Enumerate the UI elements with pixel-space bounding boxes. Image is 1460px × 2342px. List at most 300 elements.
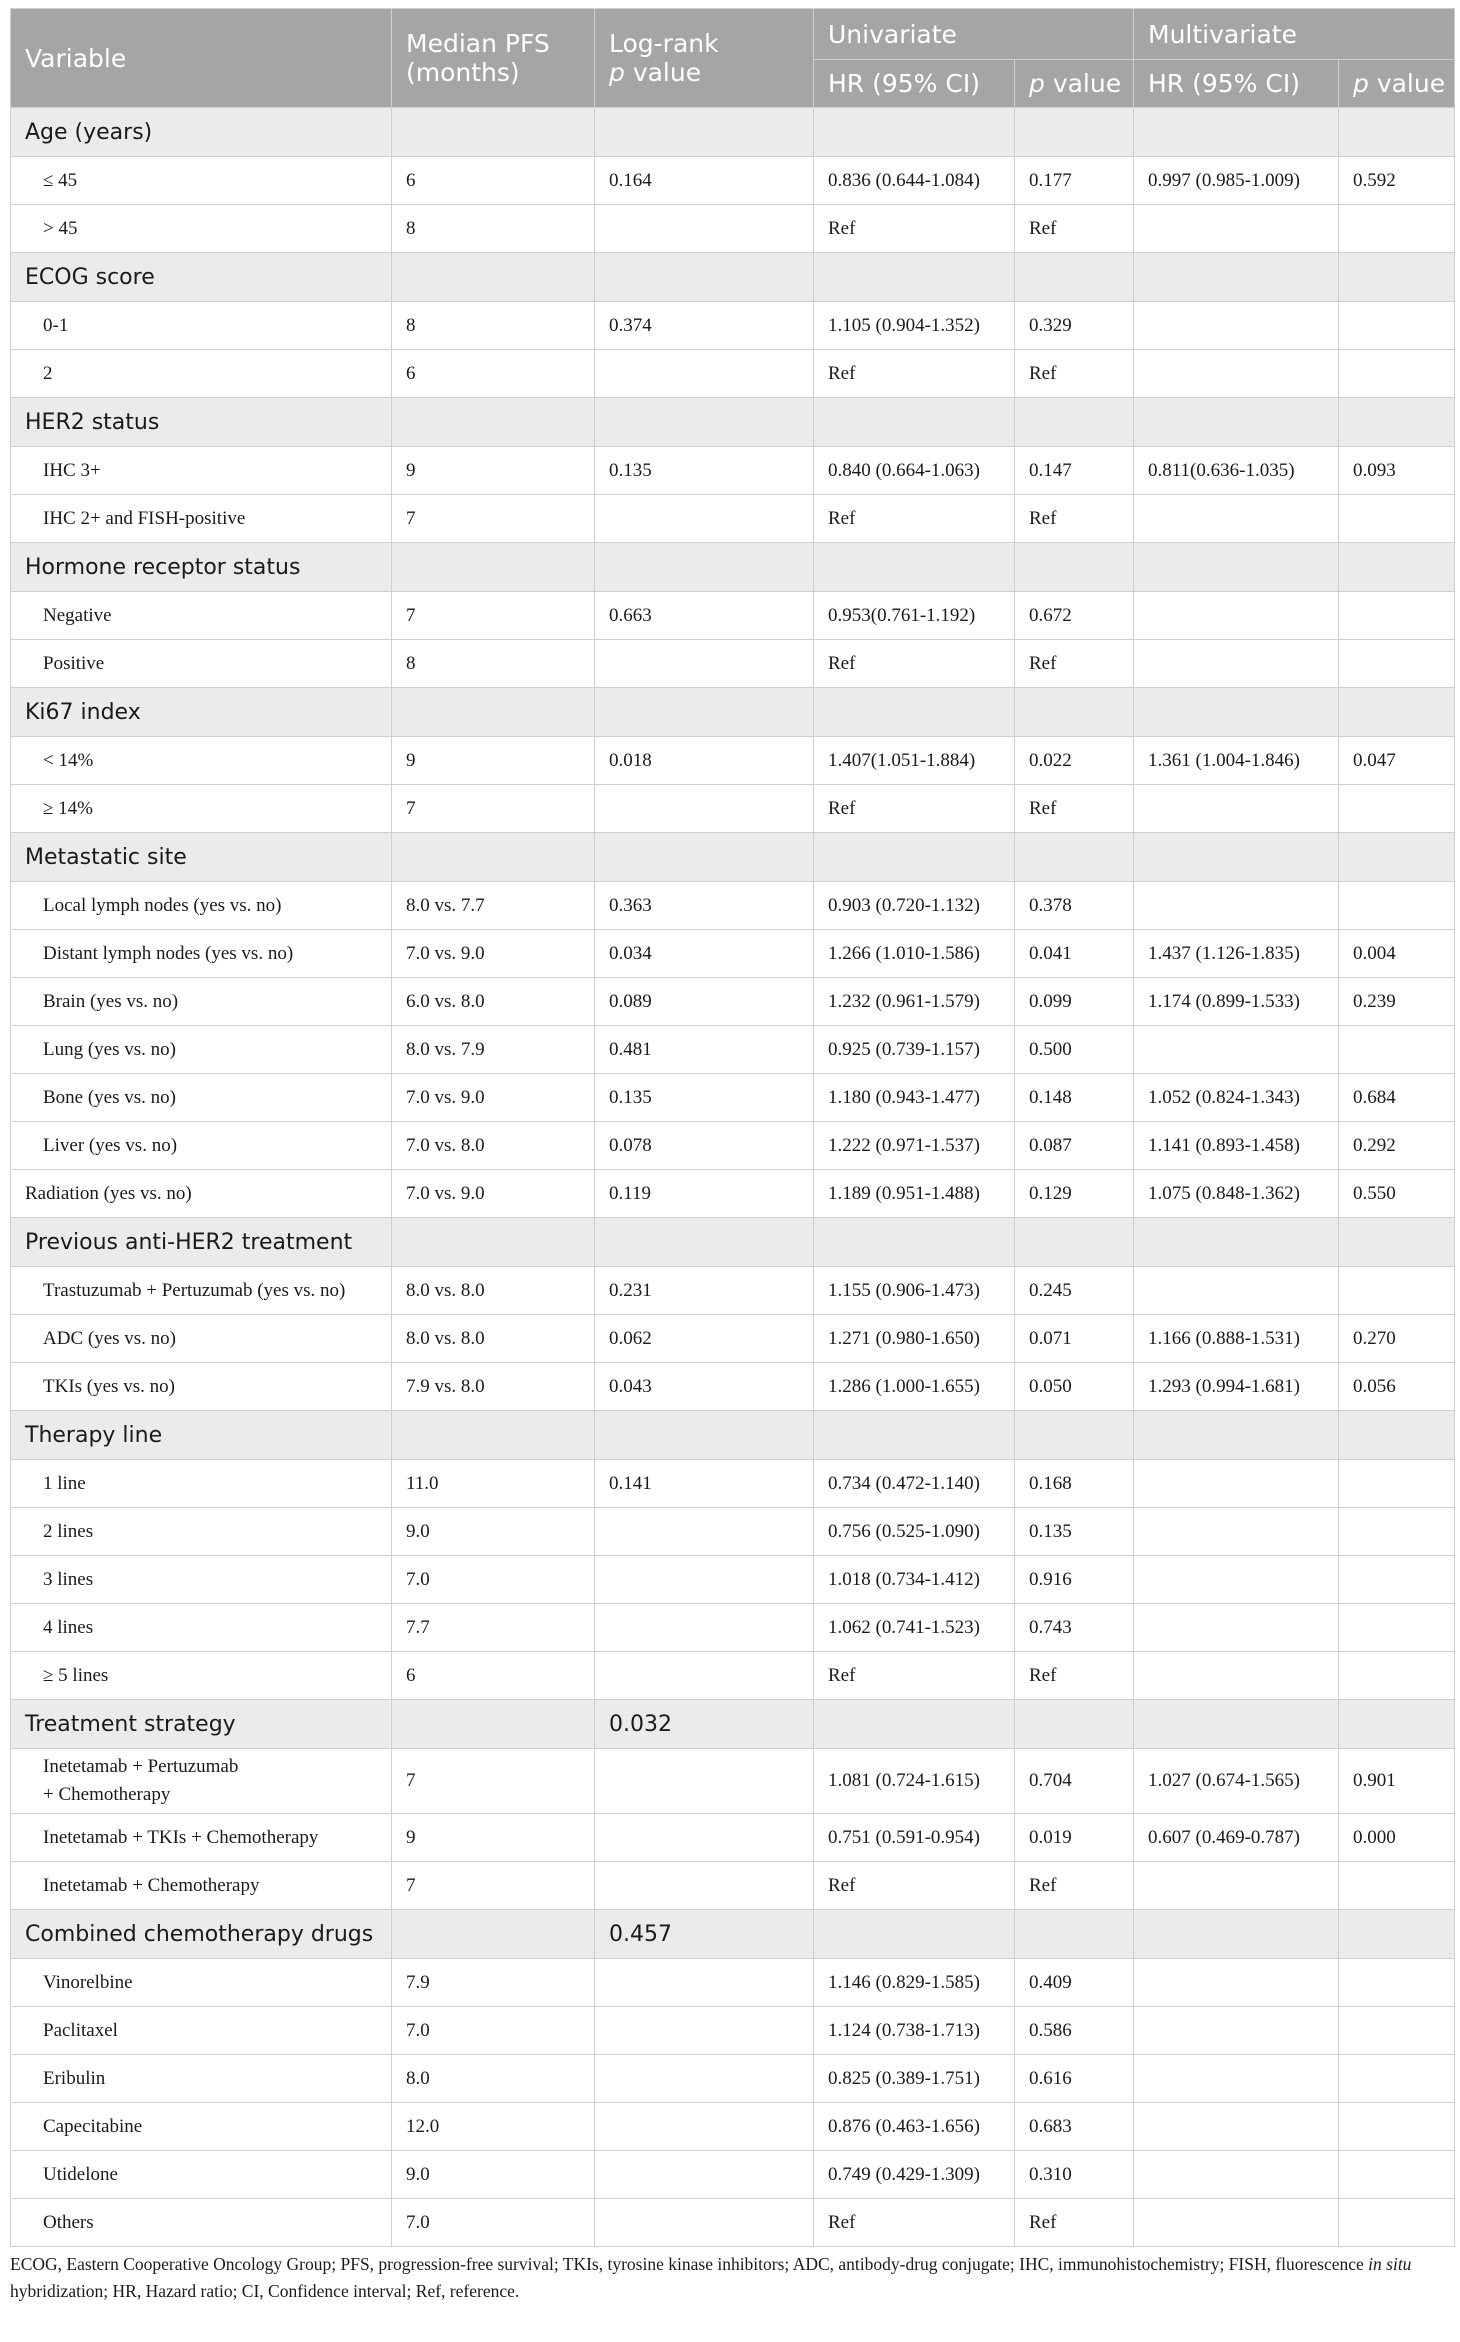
cell-variable bbox=[11, 1652, 392, 1700]
cell-multi-hr bbox=[1134, 1267, 1339, 1315]
group-uni-hr bbox=[814, 1218, 1015, 1267]
cell-logrank bbox=[595, 1814, 814, 1862]
cell-multi-p bbox=[1339, 2199, 1455, 2247]
cell-variable bbox=[11, 1315, 392, 1363]
cell-uni-hr: 0.840 (0.664-1.063) bbox=[814, 447, 1015, 495]
cell-multi-p bbox=[1339, 1460, 1455, 1508]
cell-variable-text: ADC (yes vs. no) bbox=[43, 1327, 176, 1349]
group-row bbox=[11, 1411, 1455, 1460]
cell-logrank: 0.135 bbox=[595, 447, 814, 495]
group-multi-p bbox=[1339, 688, 1455, 737]
cell-median-pfs: 9 bbox=[392, 447, 595, 495]
cell-uni-p: 0.050 bbox=[1015, 1363, 1134, 1411]
cell-variable bbox=[11, 495, 392, 543]
cell-multi-p: 0.592 bbox=[1339, 157, 1455, 205]
group-label: Hormone receptor status bbox=[11, 543, 392, 592]
cell-logrank bbox=[595, 1652, 814, 1700]
cell-median-pfs: 7.0 bbox=[392, 1556, 595, 1604]
table-row bbox=[11, 640, 1455, 688]
cell-multi-p: 0.047 bbox=[1339, 737, 1455, 785]
cell-uni-hr: 1.189 (0.951-1.488) bbox=[814, 1170, 1015, 1218]
document bbox=[10, 8, 1454, 2305]
cell-multi-p bbox=[1339, 1959, 1455, 2007]
cell-variable bbox=[11, 350, 392, 398]
group-logrank: 0.457 bbox=[595, 1910, 814, 1959]
cell-multi-p: 0.270 bbox=[1339, 1315, 1455, 1363]
group-multi-p bbox=[1339, 1411, 1455, 1460]
cell-uni-hr: 0.836 (0.644-1.084) bbox=[814, 157, 1015, 205]
cell-variable bbox=[11, 1814, 392, 1862]
cell-logrank: 0.481 bbox=[595, 1026, 814, 1074]
group-uni-p bbox=[1015, 543, 1134, 592]
cell-median-pfs: 9.0 bbox=[392, 2151, 595, 2199]
cell-uni-p: 0.041 bbox=[1015, 930, 1134, 978]
cell-logrank bbox=[595, 2199, 814, 2247]
cell-uni-hr: 1.105 (0.904-1.352) bbox=[814, 302, 1015, 350]
cell-logrank: 0.062 bbox=[595, 1315, 814, 1363]
cell-multi-hr bbox=[1134, 2103, 1339, 2151]
cell-multi-p bbox=[1339, 1604, 1455, 1652]
cell-logrank bbox=[595, 2055, 814, 2103]
cell-uni-hr: 0.756 (0.525-1.090) bbox=[814, 1508, 1015, 1556]
col-multi-p-value: value bbox=[1368, 69, 1446, 98]
cell-variable-text: Paclitaxel bbox=[43, 2019, 118, 2041]
table-row bbox=[11, 978, 1455, 1026]
group-label: Previous anti-HER2 treatment bbox=[11, 1218, 392, 1267]
group-multi-hr bbox=[1134, 1411, 1339, 1460]
cell-variable-text: Positive bbox=[43, 652, 105, 674]
group-row bbox=[11, 1218, 1455, 1267]
cell-variable bbox=[11, 640, 392, 688]
cell-uni-hr: Ref bbox=[814, 640, 1015, 688]
group-logrank bbox=[595, 688, 814, 737]
cell-variable-text: ≥ 14% bbox=[43, 797, 94, 819]
cell-median-pfs: 9 bbox=[392, 737, 595, 785]
cell-uni-p: 0.616 bbox=[1015, 2055, 1134, 2103]
cell-uni-hr: Ref bbox=[814, 495, 1015, 543]
cell-multi-p bbox=[1339, 205, 1455, 253]
cell-multi-p bbox=[1339, 2103, 1455, 2151]
col-uni-p-value: value bbox=[1044, 69, 1122, 98]
cell-uni-p: Ref bbox=[1015, 2199, 1134, 2247]
group-label: Age (years) bbox=[11, 108, 392, 157]
table-row bbox=[11, 2199, 1455, 2247]
cell-multi-p bbox=[1339, 785, 1455, 833]
cell-multi-hr: 1.141 (0.893-1.458) bbox=[1134, 1122, 1339, 1170]
cell-variable bbox=[11, 1556, 392, 1604]
col-multivariate: Multivariate bbox=[1134, 9, 1455, 60]
cell-uni-hr: 0.925 (0.739-1.157) bbox=[814, 1026, 1015, 1074]
cell-logrank bbox=[595, 2103, 814, 2151]
cell-median-pfs: 7.9 bbox=[392, 1959, 595, 2007]
group-label: Ki67 index bbox=[11, 688, 392, 737]
table-row bbox=[11, 1556, 1455, 1604]
col-univariate: Univariate bbox=[814, 9, 1134, 60]
cell-uni-hr: 1.407(1.051-1.884) bbox=[814, 737, 1015, 785]
col-logrank-value: value bbox=[624, 58, 702, 87]
cell-median-pfs: 8.0 vs. 7.9 bbox=[392, 1026, 595, 1074]
group-logrank bbox=[595, 543, 814, 592]
cell-uni-p: 0.148 bbox=[1015, 1074, 1134, 1122]
group-uni-hr bbox=[814, 1910, 1015, 1959]
table-row bbox=[11, 1122, 1455, 1170]
cell-uni-hr: 0.903 (0.720-1.132) bbox=[814, 882, 1015, 930]
table-row bbox=[11, 2007, 1455, 2055]
cell-variable-text: Utidelone bbox=[43, 2163, 118, 2185]
cell-variable-text: Trastuzumab + Pertuzumab (yes vs. no) bbox=[43, 1279, 346, 1301]
cell-logrank: 0.141 bbox=[595, 1460, 814, 1508]
table-header bbox=[11, 9, 1455, 108]
cell-logrank: 0.034 bbox=[595, 930, 814, 978]
table-row bbox=[11, 1363, 1455, 1411]
cell-median-pfs: 8.0 vs. 8.0 bbox=[392, 1315, 595, 1363]
cell-variable bbox=[11, 157, 392, 205]
cell-uni-p: 0.177 bbox=[1015, 157, 1134, 205]
group-uni-p bbox=[1015, 253, 1134, 302]
cell-uni-hr: Ref bbox=[814, 785, 1015, 833]
cell-multi-hr bbox=[1134, 592, 1339, 640]
cell-uni-hr: 1.271 (0.980-1.650) bbox=[814, 1315, 1015, 1363]
cell-variable bbox=[11, 1170, 392, 1218]
cell-uni-hr: 1.286 (1.000-1.655) bbox=[814, 1363, 1015, 1411]
cell-uni-hr: Ref bbox=[814, 2199, 1015, 2247]
cell-multi-hr bbox=[1134, 2055, 1339, 2103]
group-uni-hr bbox=[814, 108, 1015, 157]
cell-variable-text: Inetetamab + TKIs + Chemotherapy bbox=[43, 1826, 319, 1848]
cell-logrank: 0.043 bbox=[595, 1363, 814, 1411]
cell-multi-hr bbox=[1134, 1959, 1339, 2007]
cell-multi-hr: 1.361 (1.004-1.846) bbox=[1134, 737, 1339, 785]
cell-variable-text: Liver (yes vs. no) bbox=[43, 1134, 178, 1156]
table-row bbox=[11, 350, 1455, 398]
cell-variable bbox=[11, 1074, 392, 1122]
table-row bbox=[11, 785, 1455, 833]
cell-median-pfs: 8.0 vs. 7.7 bbox=[392, 882, 595, 930]
group-multi-hr bbox=[1134, 1910, 1339, 1959]
results-table bbox=[10, 8, 1455, 2247]
cell-logrank bbox=[595, 1604, 814, 1652]
cell-variable bbox=[11, 737, 392, 785]
footnote bbox=[10, 2251, 1454, 2305]
cell-median-pfs: 6 bbox=[392, 157, 595, 205]
cell-multi-p bbox=[1339, 302, 1455, 350]
cell-median-pfs: 7.7 bbox=[392, 1604, 595, 1652]
cell-uni-hr: 0.751 (0.591-0.954) bbox=[814, 1814, 1015, 1862]
cell-variable-text: > 45 bbox=[43, 217, 78, 239]
cell-multi-p bbox=[1339, 1267, 1455, 1315]
table-row bbox=[11, 302, 1455, 350]
cell-multi-hr: 1.052 (0.824-1.343) bbox=[1134, 1074, 1339, 1122]
cell-multi-hr: 1.166 (0.888-1.531) bbox=[1134, 1315, 1339, 1363]
table-row bbox=[11, 1508, 1455, 1556]
cell-uni-p: 0.586 bbox=[1015, 2007, 1134, 2055]
group-row bbox=[11, 688, 1455, 737]
cell-variable-text: Capecitabine bbox=[43, 2115, 143, 2137]
cell-variable bbox=[11, 2007, 392, 2055]
cell-multi-hr bbox=[1134, 1508, 1339, 1556]
cell-logrank bbox=[595, 1556, 814, 1604]
cell-variable bbox=[11, 2199, 392, 2247]
cell-multi-p: 0.901 bbox=[1339, 1749, 1455, 1814]
cell-multi-hr: 0.811(0.636-1.035) bbox=[1134, 447, 1339, 495]
cell-variable bbox=[11, 2055, 392, 2103]
col-median-pfs: Median PFS (months) bbox=[392, 9, 595, 108]
cell-median-pfs: 6.0 vs. 8.0 bbox=[392, 978, 595, 1026]
cell-uni-p: 0.329 bbox=[1015, 302, 1134, 350]
cell-uni-p: 0.022 bbox=[1015, 737, 1134, 785]
cell-uni-p: Ref bbox=[1015, 1862, 1134, 1910]
cell-logrank bbox=[595, 1749, 814, 1814]
cell-multi-p bbox=[1339, 1556, 1455, 1604]
cell-variable-text: ≥ 5 lines bbox=[43, 1664, 109, 1686]
cell-median-pfs: 6 bbox=[392, 350, 595, 398]
table-row bbox=[11, 1959, 1455, 2007]
col-multi-p bbox=[1339, 60, 1455, 108]
cell-variable-text: Lung (yes vs. no) bbox=[43, 1038, 176, 1060]
group-uni-hr bbox=[814, 253, 1015, 302]
cell-multi-hr bbox=[1134, 1026, 1339, 1074]
cell-variable-text: Radiation (yes vs. no) bbox=[25, 1182, 192, 1204]
group-median-pfs bbox=[392, 1700, 595, 1749]
cell-variable-text: 1 line bbox=[43, 1472, 86, 1494]
group-median-pfs bbox=[392, 1411, 595, 1460]
cell-variable bbox=[11, 302, 392, 350]
cell-variable bbox=[11, 1460, 392, 1508]
cell-uni-hr: 0.953(0.761-1.192) bbox=[814, 592, 1015, 640]
group-row bbox=[11, 833, 1455, 882]
group-multi-p bbox=[1339, 398, 1455, 447]
cell-uni-hr: 1.124 (0.738-1.713) bbox=[814, 2007, 1015, 2055]
cell-variable bbox=[11, 785, 392, 833]
group-label: Treatment strategy bbox=[11, 1700, 392, 1749]
cell-logrank: 0.089 bbox=[595, 978, 814, 1026]
cell-variable-text: Eribulin bbox=[43, 2067, 106, 2089]
cell-logrank: 0.374 bbox=[595, 302, 814, 350]
cell-uni-hr: 0.825 (0.389-1.751) bbox=[814, 2055, 1015, 2103]
group-logrank bbox=[595, 398, 814, 447]
group-row bbox=[11, 108, 1455, 157]
cell-uni-p: 0.087 bbox=[1015, 1122, 1134, 1170]
cell-logrank: 0.663 bbox=[595, 592, 814, 640]
group-multi-p bbox=[1339, 108, 1455, 157]
table-row bbox=[11, 1267, 1455, 1315]
footnote-part2: hybridization; HR, Hazard ratio; CI, Confidence interval; Ref, reference. bbox=[10, 2281, 520, 2301]
table-row bbox=[11, 447, 1455, 495]
table-row bbox=[11, 1026, 1455, 1074]
cell-variable-text: Inetetamab + Pertuzumab bbox=[43, 1756, 239, 1777]
cell-multi-p bbox=[1339, 1508, 1455, 1556]
group-median-pfs bbox=[392, 108, 595, 157]
cell-variable-text: < 14% bbox=[43, 749, 94, 771]
cell-variable-text: Negative bbox=[43, 604, 112, 626]
cell-variable-text: 3 lines bbox=[43, 1568, 94, 1590]
cell-variable bbox=[11, 2103, 392, 2151]
cell-uni-hr: 1.222 (0.971-1.537) bbox=[814, 1122, 1015, 1170]
table-row bbox=[11, 2103, 1455, 2151]
group-uni-p bbox=[1015, 1700, 1134, 1749]
group-uni-p bbox=[1015, 108, 1134, 157]
col-uni-hr: HR (95% CI) bbox=[814, 60, 1015, 108]
group-logrank bbox=[595, 833, 814, 882]
cell-multi-hr bbox=[1134, 2007, 1339, 2055]
cell-uni-p: 0.310 bbox=[1015, 2151, 1134, 2199]
group-label: Therapy line bbox=[11, 1411, 392, 1460]
cell-median-pfs: 7.0 vs. 8.0 bbox=[392, 1122, 595, 1170]
cell-multi-hr bbox=[1134, 1556, 1339, 1604]
cell-variable-text: IHC 2+ and FISH-positive bbox=[43, 507, 246, 529]
cell-uni-p: 0.019 bbox=[1015, 1814, 1134, 1862]
group-row bbox=[11, 398, 1455, 447]
col-variable: Variable bbox=[11, 9, 392, 108]
cell-uni-p: Ref bbox=[1015, 640, 1134, 688]
cell-variable bbox=[11, 1959, 392, 2007]
cell-median-pfs: 7.0 bbox=[392, 2007, 595, 2055]
group-multi-hr bbox=[1134, 833, 1339, 882]
cell-variable-text-line2: + Chemotherapy bbox=[43, 1784, 171, 1805]
group-row bbox=[11, 543, 1455, 592]
cell-multi-p bbox=[1339, 2007, 1455, 2055]
cell-uni-p: 0.168 bbox=[1015, 1460, 1134, 1508]
group-multi-hr bbox=[1134, 108, 1339, 157]
cell-logrank: 0.363 bbox=[595, 882, 814, 930]
cell-median-pfs: 7.0 vs. 9.0 bbox=[392, 930, 595, 978]
footnote-part1: ECOG, Eastern Cooperative Oncology Group; PFS, progression-free survival; TKIs, tyrosine kinase inhibitors; ADC, antibody-drug conjugate; IHC, immunohistochemistry; FISH, fluorescence bbox=[10, 2254, 1369, 2274]
cell-multi-hr bbox=[1134, 785, 1339, 833]
group-logrank bbox=[595, 108, 814, 157]
cell-variable-text: Vinorelbine bbox=[43, 1971, 133, 1993]
cell-uni-hr: Ref bbox=[814, 205, 1015, 253]
table-row bbox=[11, 157, 1455, 205]
cell-variable bbox=[11, 2151, 392, 2199]
cell-variable bbox=[11, 1749, 392, 1814]
cell-median-pfs: 8 bbox=[392, 640, 595, 688]
cell-uni-hr: Ref bbox=[814, 1862, 1015, 1910]
table-row bbox=[11, 930, 1455, 978]
cell-variable-text: Bone (yes vs. no) bbox=[43, 1086, 176, 1108]
group-multi-hr bbox=[1134, 1218, 1339, 1267]
group-multi-hr bbox=[1134, 1700, 1339, 1749]
table-body bbox=[11, 108, 1455, 2247]
cell-multi-p: 0.684 bbox=[1339, 1074, 1455, 1122]
cell-logrank bbox=[595, 785, 814, 833]
table-row bbox=[11, 2055, 1455, 2103]
cell-median-pfs: 7.0 vs. 9.0 bbox=[392, 1074, 595, 1122]
cell-median-pfs: 7 bbox=[392, 1862, 595, 1910]
group-row bbox=[11, 253, 1455, 302]
cell-logrank bbox=[595, 1862, 814, 1910]
cell-median-pfs: 6 bbox=[392, 1652, 595, 1700]
cell-multi-hr bbox=[1134, 1652, 1339, 1700]
table-row bbox=[11, 495, 1455, 543]
cell-uni-hr: 1.232 (0.961-1.579) bbox=[814, 978, 1015, 1026]
cell-median-pfs: 8.0 bbox=[392, 2055, 595, 2103]
cell-multi-p bbox=[1339, 1652, 1455, 1700]
group-multi-hr bbox=[1134, 398, 1339, 447]
cell-multi-p bbox=[1339, 592, 1455, 640]
cell-uni-p: 0.743 bbox=[1015, 1604, 1134, 1652]
table-row bbox=[11, 1460, 1455, 1508]
cell-variable-text: 4 lines bbox=[43, 1616, 94, 1638]
cell-multi-p bbox=[1339, 2151, 1455, 2199]
cell-variable bbox=[11, 1508, 392, 1556]
cell-multi-hr bbox=[1134, 1862, 1339, 1910]
cell-median-pfs: 8.0 vs. 8.0 bbox=[392, 1267, 595, 1315]
cell-uni-p: 0.147 bbox=[1015, 447, 1134, 495]
cell-variable-text: Distant lymph nodes (yes vs. no) bbox=[43, 942, 294, 964]
cell-uni-p: 0.672 bbox=[1015, 592, 1134, 640]
group-median-pfs bbox=[392, 398, 595, 447]
table-row bbox=[11, 592, 1455, 640]
table-row bbox=[11, 1074, 1455, 1122]
cell-multi-hr: 0.997 (0.985-1.009) bbox=[1134, 157, 1339, 205]
group-uni-hr bbox=[814, 543, 1015, 592]
group-median-pfs bbox=[392, 688, 595, 737]
cell-logrank bbox=[595, 2151, 814, 2199]
cell-variable bbox=[11, 205, 392, 253]
cell-variable bbox=[11, 447, 392, 495]
group-label: Metastatic site bbox=[11, 833, 392, 882]
cell-uni-hr: Ref bbox=[814, 350, 1015, 398]
cell-multi-hr bbox=[1134, 495, 1339, 543]
cell-median-pfs: 11.0 bbox=[392, 1460, 595, 1508]
group-uni-p bbox=[1015, 833, 1134, 882]
group-logrank bbox=[595, 1218, 814, 1267]
table-row bbox=[11, 1814, 1455, 1862]
cell-multi-p bbox=[1339, 640, 1455, 688]
table-row bbox=[11, 1315, 1455, 1363]
group-row bbox=[11, 1700, 1455, 1749]
table-row bbox=[11, 205, 1455, 253]
cell-variable bbox=[11, 1026, 392, 1074]
cell-variable bbox=[11, 1604, 392, 1652]
col-uni-p bbox=[1015, 60, 1134, 108]
table-row bbox=[11, 1652, 1455, 1700]
col-multi-hr: HR (95% CI) bbox=[1134, 60, 1339, 108]
cell-uni-p: Ref bbox=[1015, 1652, 1134, 1700]
cell-variable-text: 2 lines bbox=[43, 1520, 94, 1542]
cell-variable bbox=[11, 1862, 392, 1910]
cell-uni-hr: Ref bbox=[814, 1652, 1015, 1700]
table-row bbox=[11, 1604, 1455, 1652]
cell-multi-p bbox=[1339, 882, 1455, 930]
group-label: Combined chemotherapy drugs bbox=[11, 1910, 392, 1959]
cell-median-pfs: 7 bbox=[392, 495, 595, 543]
group-uni-p bbox=[1015, 688, 1134, 737]
cell-multi-hr: 1.075 (0.848-1.362) bbox=[1134, 1170, 1339, 1218]
table-row bbox=[11, 882, 1455, 930]
group-uni-p bbox=[1015, 1411, 1134, 1460]
cell-uni-hr: 1.146 (0.829-1.585) bbox=[814, 1959, 1015, 2007]
col-logrank-line1: Log-rank bbox=[609, 29, 719, 58]
group-multi-hr bbox=[1134, 253, 1339, 302]
cell-median-pfs: 12.0 bbox=[392, 2103, 595, 2151]
cell-median-pfs: 7.0 vs. 9.0 bbox=[392, 1170, 595, 1218]
cell-multi-hr: 1.174 (0.899-1.533) bbox=[1134, 978, 1339, 1026]
cell-median-pfs: 8 bbox=[392, 302, 595, 350]
cell-logrank bbox=[595, 350, 814, 398]
cell-multi-hr: 1.027 (0.674-1.565) bbox=[1134, 1749, 1339, 1814]
group-multi-p bbox=[1339, 1910, 1455, 1959]
cell-multi-p: 0.550 bbox=[1339, 1170, 1455, 1218]
cell-median-pfs: 9.0 bbox=[392, 1508, 595, 1556]
cell-multi-p: 0.004 bbox=[1339, 930, 1455, 978]
cell-multi-p: 0.000 bbox=[1339, 1814, 1455, 1862]
group-uni-p bbox=[1015, 1218, 1134, 1267]
cell-variable-text: TKIs (yes vs. no) bbox=[43, 1375, 175, 1397]
group-uni-p bbox=[1015, 1910, 1134, 1959]
cell-variable-text: ≤ 45 bbox=[43, 169, 78, 191]
cell-variable bbox=[11, 592, 392, 640]
